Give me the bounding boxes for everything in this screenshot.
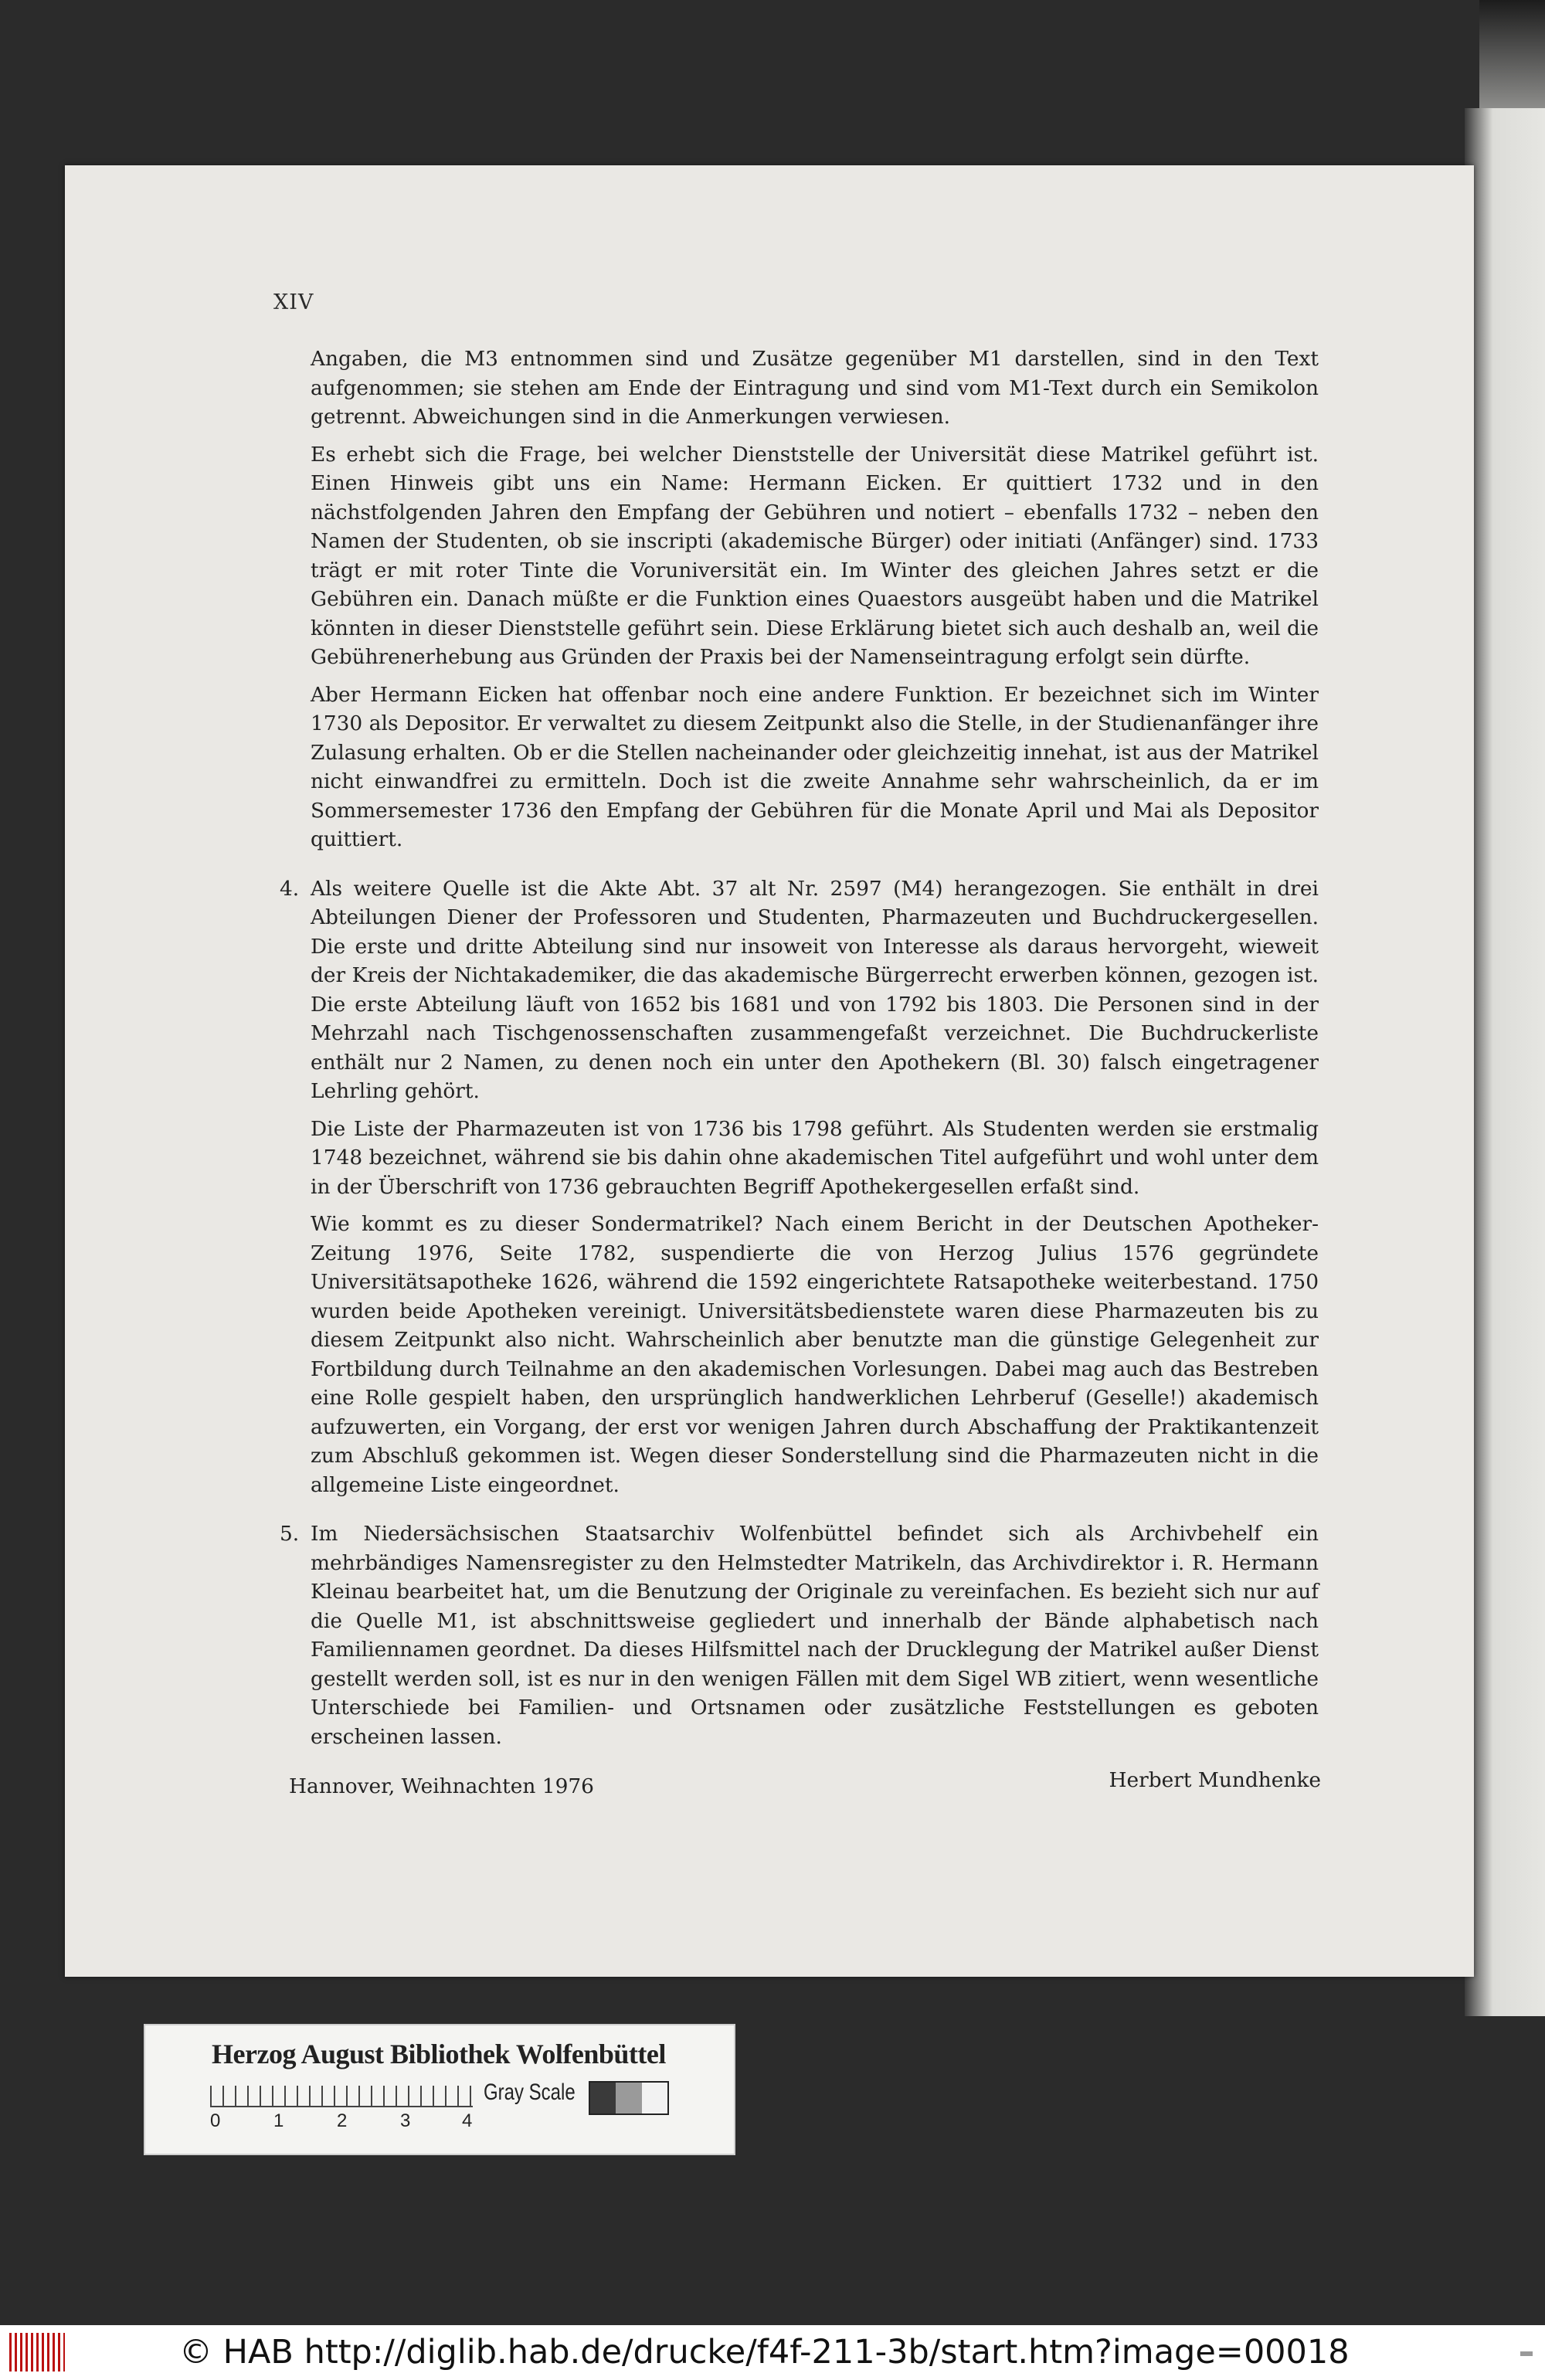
item-number: 4.: [280, 876, 300, 901]
paragraph: Angaben, die M3 entnommen sind und Zusätze gegenüber M1 darstellen, sind in den Text aufgenommen; sie stehen am Ende der Eintragung und sind vom M1-Text durch ein Semikolon getrennt. Abweichungen sind in die Anmerkungen verwiesen.: [311, 347, 1319, 429]
paragraph: Aber Hermann Eicken hat offenbar noch eine andere Funktion. Er bezeichnet sich im Winter 1730 als Depositor. Er verwaltet zu diesem Zeitpunkt also die Stelle, in der Studienanfänger ihre Zulasung erhalten. Ob er die Stellen nacheinander oder gleichzeitig innehat, ist aus der Matrikel nicht einwandfrei zu ermitteln. Doch ist die zweite Annahme sehr wahrscheinlich, da er im Sommersemester 1736 den Empfang der Gebühren für die Monate April und Mai als Depositor quittiert.: [311, 682, 1319, 851]
author-signature: Herbert Mundhenke: [1109, 1768, 1321, 1792]
paragraph: Als weitere Quelle ist die Akte Abt. 37 alt Nr. 2597 (M4) herangezogen. Sie enthält in drei Abteilungen Diener der Professoren und Studenten, Pharmazeuten und Buchdruckergesellen. Die erste und dritte Abteilung sind nur insoweit von Interesse als daraus hervorgeht, wieweit der Kreis der Nichtakademiker, die das akademische Bürgerrecht erwerben können, gezogen ist. Die erste Abteilung läuft von 1652 bis 1681 und von 1792 bis 1803. Die Personen sind in der Mehrzahl nach Tischgenossenschaften zusammengefaßt verzeichnet. Die Buchdruckerliste enthält nur 2 Namen, zu denen noch ein unter den Apothekern (Bl. 30) falsch eingetragener Lehrling gehört.: [311, 876, 1319, 1103]
library-name: Herzog August Bibliothek Wolfenbüttel: [212, 2039, 666, 2069]
paragraph: Wie kommt es zu dieser Sondermatrikel? Nach einem Bericht in der Deutschen Apotheker-Zeitung 1976, Seite 1782, suspendierte die von Herzog Julius 1576 gegründete Universitätsapotheke 1626, während die 1592 eingerichtete Ratsapotheke weiterbestand. 1750 wurden beide Apotheken vereinigt. Universitätsbedienstete waren diese Pharmazeuten bis zu diesem Zeitpunkt also nicht. Wahrscheinlich aber benutzte man die günstige Gelegenheit zur Fortbildung durch Teilnahme an den akademischen Vorlesungen. Dabei mag auch das Bestreben eine Rolle gespielt haben, den ursprünglich handwerklichen Lehrberuf (Geselle!) akademisch aufzuwerten, ein Vorgang, der erst vor wenigen Jahren durch Abschaffung der Praktikantenzeit zum Abschluß gekommen ist. Wegen dieser Sonderstellung sind die Pharmazeuten nicht in die allgemeine Liste eingeordnet.: [311, 1212, 1319, 1497]
facing-page-edge: [1465, 108, 1545, 2016]
paragraph: Die Liste der Pharmazeuten ist von 1736 bis 1798 geführt. Als Studenten werden sie erstmalig 1748 bezeichnet, während sie bis dahin ohne akademischen Titel aufgeführt und wohl unter dem in der Überschrift von 1736 gebrauchten Begriff Apothekergesellen erfaßt sind.: [311, 1116, 1319, 1199]
paragraph: Im Niedersächsischen Staatsarchiv Wolfenbüttel befindet sich als Archivbehelf ein mehrbändiges Namensregister zu den Helmstedter Matrikeln, das Archivdirektor i. R. Hermann Kleinau bearbeitet hat, um die Benutzung der Originale zu vereinfachen. Es bezieht sich nur auf die Quelle M1, ist abschnittsweise gegliedert und innerhalb der Bände alphabetisch nach Familiennamen geordnet. Da dieses Hilfsmittel nach der Drucklegung der Matrikel außer Dienst gestellt werden soll, ist es nur in den wenigen Fällen mit dem Sigel WB zitiert, wenn wesentliche Unterschiede bei Familien- und Ortsnamen oder zusätzliche Feststellungen es geboten erscheinen lassen.: [311, 1522, 1319, 1749]
gray-scale-label: Gray Scale: [484, 2080, 576, 2105]
place-date: Hannover, Weihnachten 1976: [289, 1774, 594, 1798]
swatch-light: [642, 2083, 667, 2113]
ruler-number: 1: [273, 2110, 284, 2131]
hab-logo-icon: [9, 2333, 65, 2372]
corner-mark: [1520, 2351, 1533, 2356]
numbered-item: [280, 874, 1319, 1500]
library-color-card: [144, 2024, 735, 2155]
copyright-url[interactable]: © HAB http://diglib.hab.de/drucke/f4f-211-3b/start.htm?image=00018: [179, 2333, 1350, 2372]
footer-bar: [0, 2325, 1545, 2380]
swatch-mid: [616, 2083, 641, 2113]
numbered-item: [280, 1519, 1319, 1751]
ruler-number: 4: [462, 2110, 473, 2131]
ruler-number: 2: [337, 2110, 348, 2131]
ruler-number: 0: [210, 2110, 221, 2131]
gray-scale-swatches: [589, 2081, 669, 2115]
paragraph: Es erhebt sich die Frage, bei welcher Dienststelle der Universität diese Matrikel geführt ist. Einen Hinweis gibt uns ein Name: Hermann Eicken. Er quittiert 1732 und in den nächstfolgenden Jahren den Empfang der Gebühren und notiert – ebenfalls 1732 – neben den Namen der Studenten, ob sie inscripti (akademische Bürger) oder initiati (Anfänger) sind. 1733 trägt er mit roter Tinte die Voruniversität ein. Im Winter des gleichen Jahres setzt er die Gebühren ein. Danach müßte er die Funktion eines Quaestors ausgeübt haben und die Matrikel könnten in dieser Dienststelle geführt sein. Diese Erklärung bietet sich auch deshalb an, weil die Gebührenerhebung aus Gründen der Praxis bei der Namenseintragung erfolgt sein dürfte.: [311, 442, 1319, 669]
ruler-number: 3: [400, 2110, 411, 2131]
page-number: XIV: [273, 290, 314, 314]
ruler-scale: [210, 2086, 473, 2107]
item-number: 5.: [280, 1522, 300, 1546]
page-body: [280, 345, 1319, 1760]
swatch-dark: [590, 2083, 616, 2113]
